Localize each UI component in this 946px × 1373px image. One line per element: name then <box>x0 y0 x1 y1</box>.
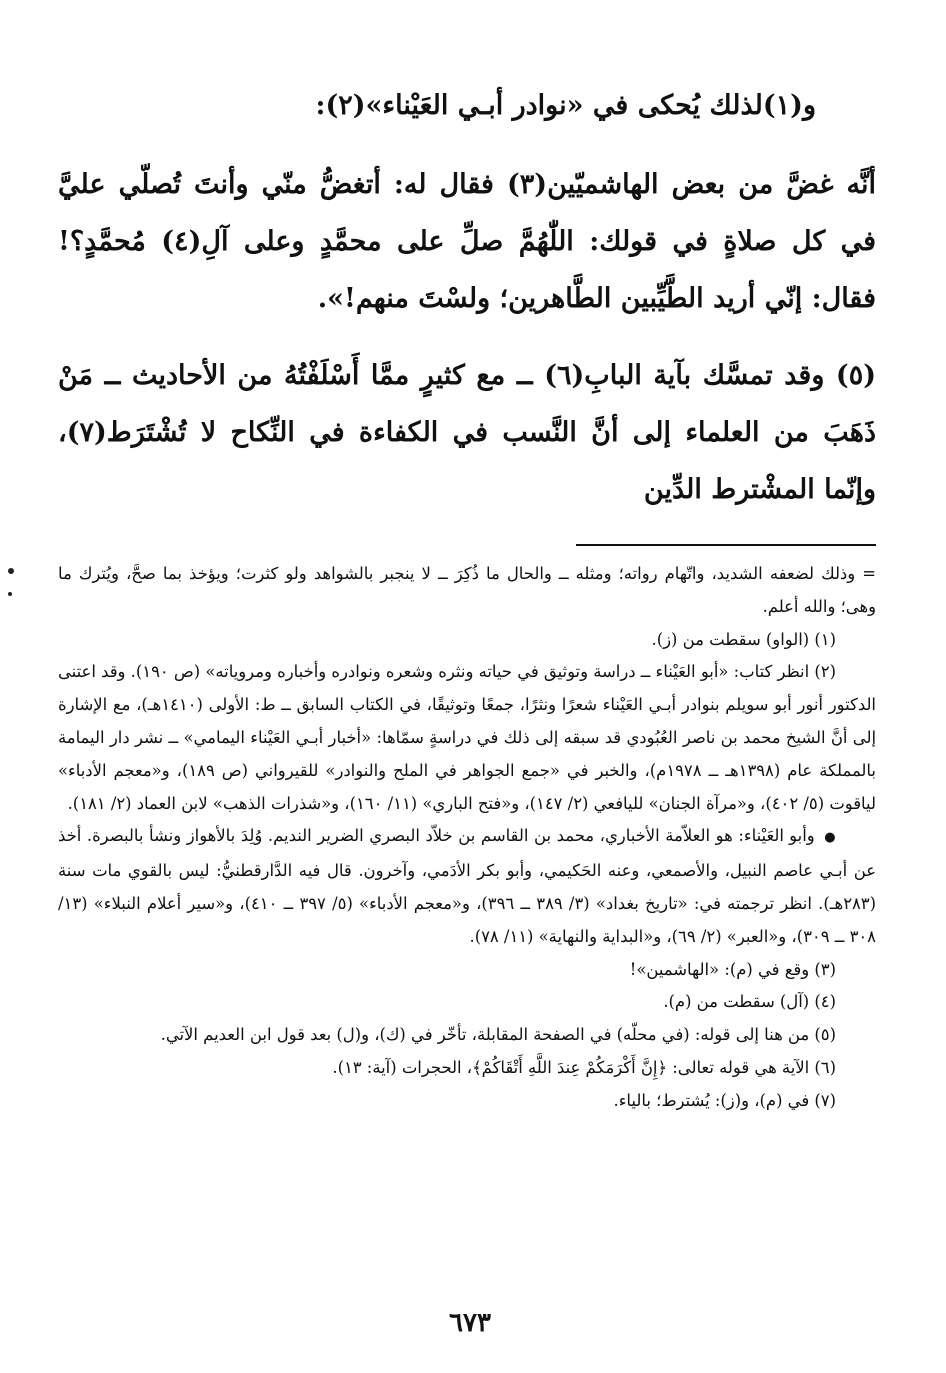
footnote-2-bio-text: وأبو العَيْناء: هو العلاّمة الأخباري، محمد بن القاسم بن خلاّد البصري الضرير النديم. وُلِدَ بالأهواز ونشأ بالبصرة. أخذ عن أبـي عاصم النبيل، والأصمعي، وعنه الحَكيمي، وأبو بكر الأدَمي، وآخرون. قال فيه الدَّارقطنيُّ: ليس بالقوي مات سنة (٢٨٣هـ). انظر ترجمته في: «تاريخ بغداد» (٣/ ٣٨٩ ــ ٣٩٦)، و«معجم الأدباء» (٥/ ٣٩٧ ــ ٤١٠)، و«سير أعلام النبلاء» (١٣/ ٣٠٨ ــ ٣٠٩)، و«العبر» (٢/ ٦٩)، و«البداية والنهاية» (١١/ ٧٨). <box>58 826 877 946</box>
margin-dot <box>8 592 12 596</box>
page-number: ٦٧٣ <box>449 1308 491 1338</box>
footnote-2: (٢) انظر كتاب: «أبو العَيْناء ــ دراسة وتوثيق في حياته ونثره وشعره ونوادره وأخباره ومروياته» (ص ١٩٠). وقد اعتنى الدكتور أنور أبو سويلم بنوادر أبـي العَيْناء شعرًا ونثرًا، جمعًا وتوثيقًا، في الكتاب السابق ــ ط: الأولى (١٤١٠هـ)، مع الإشارة إلى أنَّ الشيخ محمد بن ناصر العُبُودي قد سبقه إلى ذلك في دراسةٍ سمّاها: «أخبار أبـي العَيْناء اليمامي» ــ نشر دار اليمامة بالمملكة عام (١٣٩٨هـ ــ ١٩٧٨م)، والخبر في «جمع الجواهر في الملح والنوادر» للقيرواني (ص ١٨٩)، و«معجم الأدباء» لياقوت (٥/ ٤٠٢)، و«مرآة الجنان» لليافعي (٢/ ١٤٧)، و«فتح الباري» (١١/ ١٦٠)، و«شذرات الذهب» لابن العماد (٢/ ١٨١). <box>58 662 876 813</box>
intro-heading: و(١)لذلك يُحكى في «نوادر أبـي العَيْناء»(٢): <box>315 90 816 121</box>
footnote-6: (٦) الآية هي قوله تعالى: ﴿إِنَّ أَكْرَمَكُمْ عِندَ اللَّهِ أَتْقَاكُمْ﴾، الحجرات (آية: ١٣). <box>332 1057 836 1077</box>
footnote-7: (٧) في (م)، و(ز): يُشترط؛ بالياء. <box>613 1090 836 1110</box>
footnote-3: (٣) وقع في (م): «الهاشمين»! <box>629 959 836 979</box>
footnotes <box>58 558 876 1118</box>
page-body <box>58 82 876 1118</box>
footnote-2-bio <box>58 820 876 953</box>
bullet-icon: ● <box>824 830 837 846</box>
footnote-divider <box>576 544 876 546</box>
footnote-continuation: = وذلك لضعفه الشديد، واتّهام رواته؛ ومثله ــ والحال ما ذُكِرَ ــ لا ينجبر بالشواهد ولو كثرت؛ ويؤخذ بما صحَّ، ويُترك ما وهى؛ والله أعلم. <box>58 564 876 616</box>
margin-dot <box>8 568 14 574</box>
footnote-4: (٤) (آل) سقطت من (م). <box>663 992 836 1012</box>
main-paragraph-1: أنَّه غضَّ من بعض الهاشميّين(٣) فقال له: أتغضُّ منّي وأنتَ تُصلّي عليَّ في كل صلاةٍ في قولك: اللّٰهُمَّ صلِّ على محمَّدٍ وعلى آلِ(٤) مُحمَّدٍ؟! فقال: إنّي أريد الطَّيِّبين الطَّاهرين؛ ولسْتَ منهم!». <box>58 169 876 314</box>
footnote-1: (١) (الواو) سقطت من (ز). <box>651 629 836 649</box>
main-paragraph-2: (٥) وقد تمسَّك بآية البابِ(٦) ــ مع كثيرٍ ممَّا أَسْلَفْتُهُ من الأحاديث ــ مَنْ ذَهَبَ من العلماء إلى أنَّ النَّسب في الكفاءة في النِّكاح لا تُشْتَرَط(٧)، وإنّما المشْترط الدِّين <box>58 360 877 505</box>
footnote-5: (٥) من هنا إلى قوله: (في محلّه) في الصفحة المقابلة، تأخّر في (ك)، و(ل) بعد قول ابن العديم الآتي. <box>160 1025 836 1045</box>
